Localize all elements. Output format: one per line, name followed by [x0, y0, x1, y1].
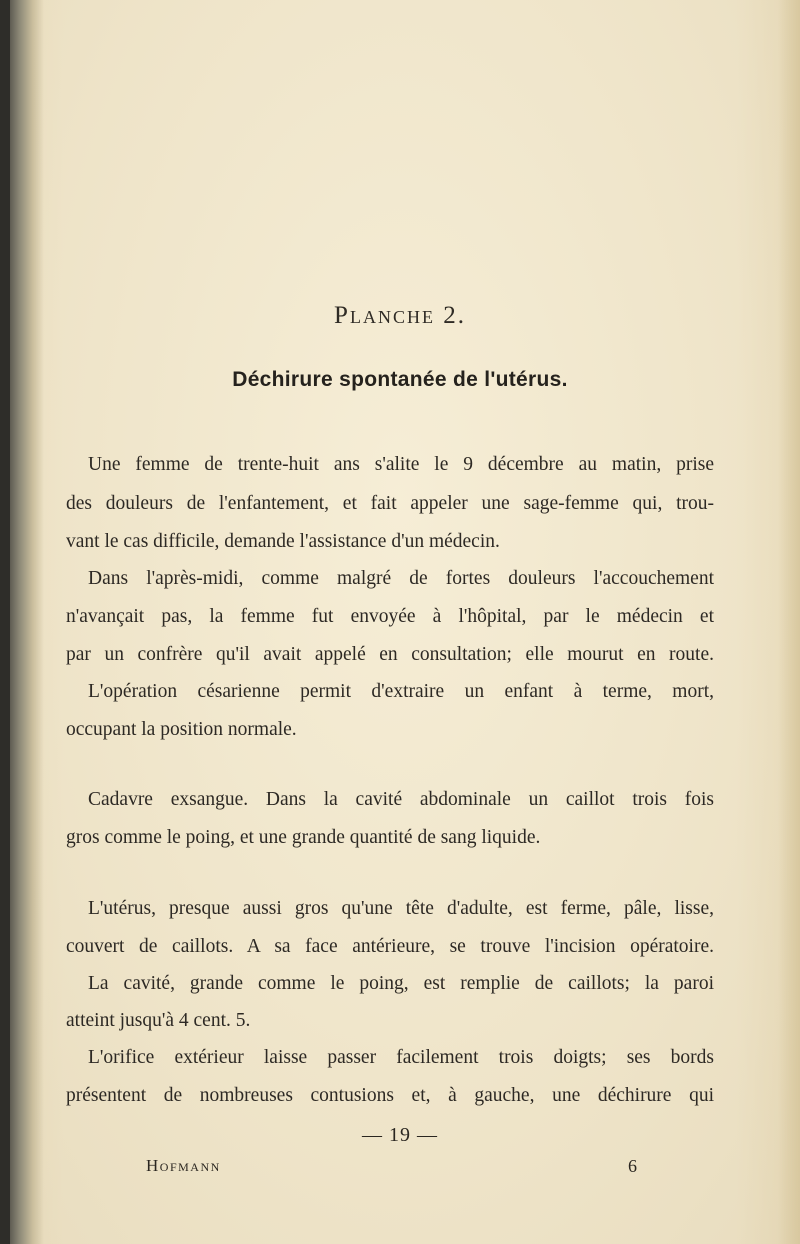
text-line: L'utérus, presque aussi gros qu'une tête d'adulte, est ferme, pâle, lisse,	[88, 898, 714, 919]
text-line: Dans l'après-midi, comme malgré de fortes douleurs l'accouchement	[88, 568, 714, 589]
text-line: par un confrère qu'il avait appelé en consultation; elle mourut en route.	[66, 644, 714, 665]
text-line: présentent de nombreuses contusions et, à gauche, une déchirure qui	[66, 1085, 714, 1106]
text-line: La cavité, grande comme le poing, est remplie de caillots; la paroi	[88, 973, 714, 994]
sheet-number: 6	[628, 1156, 637, 1176]
text-line: L'opération césarienne permit d'extraire un enfant à terme, mort,	[88, 681, 714, 702]
text-line: vant le cas difficile, demande l'assistance d'un médecin.	[66, 531, 500, 552]
text-line: gros comme le poing, et une grande quantité de sang liquide.	[66, 827, 541, 848]
section-title: Déchirure spontanée de l'utérus.	[232, 368, 568, 391]
text-line: n'avançait pas, la femme fut envoyée à l'hôpital, par le médecin et	[66, 606, 714, 627]
page-number: — 19 —	[362, 1124, 438, 1146]
binding-edge	[0, 0, 10, 1244]
author-signature: Hofmann	[146, 1156, 221, 1175]
page-edge	[778, 0, 800, 1244]
text-line: occupant la position normale.	[66, 719, 297, 740]
text-line: atteint jusqu'à 4 cent. 5.	[66, 1010, 251, 1031]
text-line: L'orifice extérieur laisse passer facilement trois doigts; ses bords	[88, 1047, 714, 1068]
text-line: Cadavre exsangue. Dans la cavité abdominale un caillot trois fois	[88, 789, 714, 810]
text-line: des douleurs de l'enfantement, et fait appeler une sage-femme qui, trou-	[66, 493, 714, 514]
text-line: Une femme de trente-huit ans s'alite le 9 décembre au matin, prise	[88, 454, 714, 475]
text-line: couvert de caillots. A sa face antérieure, se trouve l'incision opératoire.	[66, 936, 714, 957]
plate-heading: Planche 2.	[334, 302, 466, 329]
